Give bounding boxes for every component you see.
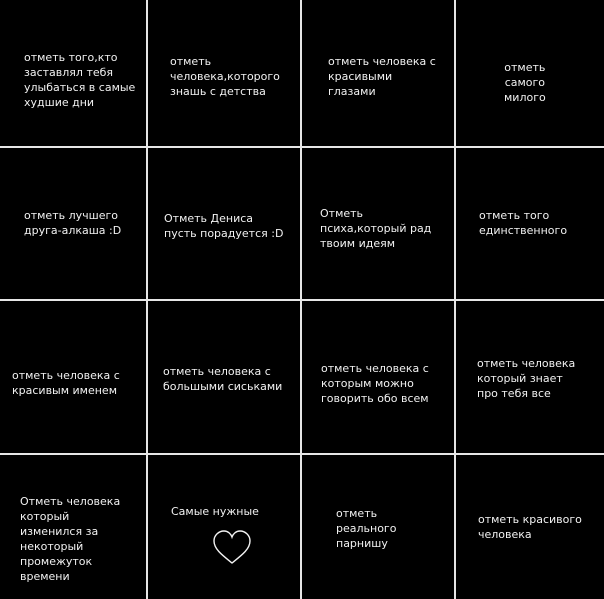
grid-line-horizontal [0, 299, 604, 301]
cell-1-3-text: отметь человека с красивыми глазами [328, 55, 436, 98]
cell-2-4-text: отметь того единственного [479, 209, 568, 237]
cell-3-4-text: отметь человека который знает про тебя все [477, 357, 576, 400]
cell-2-1-text: отметь лучшего друга-алкаша :D [24, 209, 122, 237]
cell-1-1-text: отметь того,кто заставлял тебя улыбаться в самые худшие дни [24, 51, 136, 109]
cell-4-3-text: отметь реального парнишу [336, 507, 397, 550]
grid-line-horizontal [0, 453, 604, 455]
cell-1-4-text: отметь самого милого [504, 61, 546, 104]
cell-4-1-text: Отметь человека который изменился за некоторый промежуток времени [20, 495, 121, 583]
cell-2-3-text: Отметь психа,который рад твоим идеям [320, 207, 432, 250]
cell-3-1-text: отметь человека с красивым именем [12, 369, 120, 397]
cell-1-2-text: отметь человека,которого знашь с детства [170, 55, 280, 98]
grid-line-horizontal [0, 146, 604, 148]
heart-icon [212, 530, 252, 566]
cell-3-2-text: отметь человека с большыми сиськами [163, 365, 283, 393]
cell-3-3-text: отметь человека с которым можно говорить обо всем [321, 362, 429, 405]
cell-4-4-text: отметь красивого человека [478, 513, 582, 541]
cell-2-2-text: Отметь Дениса пусть порадуется :D [164, 212, 284, 240]
cell-4-2-text: Самые нужные [171, 505, 259, 518]
